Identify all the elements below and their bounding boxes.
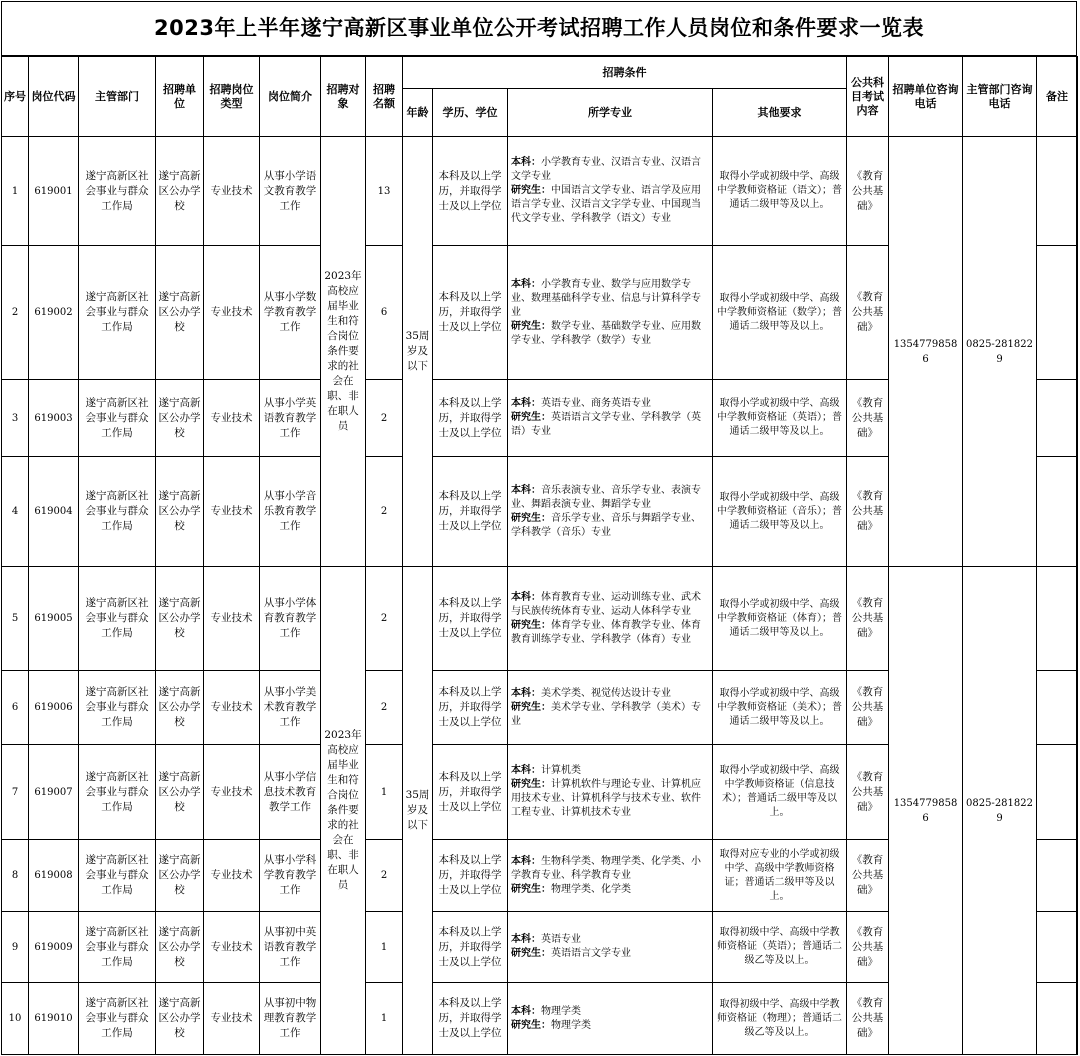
- cell-remark: [1037, 567, 1078, 671]
- cell-seq: 5: [2, 567, 29, 671]
- major-undergrad: 小学教育专业、汉语言专业、汉语言文学专业: [511, 157, 701, 182]
- cell-code: 619005: [29, 567, 79, 671]
- cell-unit: 遂宁高新区公办学校: [156, 457, 204, 567]
- header-dept-phone: 主管部门咨询电话: [963, 57, 1037, 137]
- cell-major: [508, 137, 713, 246]
- label-postgrad: 研究生：: [511, 185, 551, 196]
- cell-intro: 从事小学数学教育教学工作: [260, 246, 321, 380]
- label-undergrad: 本科：: [511, 855, 541, 867]
- label-undergrad: 本科：: [511, 398, 541, 409]
- cell-remark: [1037, 745, 1078, 840]
- cell-unit: 遂宁高新区公办学校: [156, 912, 204, 983]
- cell-code: 619009: [29, 912, 79, 983]
- label-undergrad: 本科：: [511, 591, 541, 603]
- cell-other: 取得小学或初级中学、高级中学教师资格证（英语）；普通话二级甲等及以上。: [713, 380, 847, 457]
- cell-intro: 从事小学音乐教育教学工作: [260, 457, 321, 567]
- cell-code: 619008: [29, 840, 79, 912]
- cell-intro: 从事小学美术教育教学工作: [260, 671, 321, 745]
- cell-target-group-1: 2023年高校应届毕业生和符合岗位条件要求的社会在职、非在职人员: [321, 137, 366, 567]
- cell-intro: 从事小学英语教育教学工作: [260, 380, 321, 457]
- cell-dept: 遂宁高新区社会事业与群众工作局: [79, 380, 156, 457]
- header-unit-phone: 招聘单位咨询电话: [889, 57, 963, 137]
- cell-seq: 10: [2, 983, 29, 1055]
- cell-exam: 《教育公共基础》: [847, 380, 889, 457]
- table-row: [2, 137, 1078, 246]
- label-postgrad: 研究生：: [511, 701, 551, 713]
- header-dept: 主管部门: [79, 57, 156, 137]
- header-seq: 序号: [2, 57, 29, 137]
- header-target: 招聘对象: [321, 57, 366, 137]
- major-postgrad: 中国语言文学专业、语言学及应用语言学专业、汉语言文字学专业、中国现当代文学专业、学科教学（语文）专业: [511, 185, 701, 224]
- label-undergrad: 本科：: [511, 765, 541, 776]
- label-postgrad: 研究生：: [511, 512, 551, 524]
- cell-edu: 本科及以上学历，并取得学士及以上学位: [433, 912, 508, 983]
- cell-type: 专业技术: [204, 567, 260, 671]
- cell-unit: 遂宁高新区公办学校: [156, 380, 204, 457]
- label-undergrad: 本科：: [511, 484, 541, 496]
- cell-quota: 2: [366, 567, 403, 671]
- cell-seq: 8: [2, 840, 29, 912]
- cell-code: 619006: [29, 671, 79, 745]
- major-undergrad: 美术学类、视觉传达设计专业: [541, 687, 671, 699]
- cell-seq: 6: [2, 671, 29, 745]
- cell-edu: 本科及以上学历，并取得学士及以上学位: [433, 246, 508, 380]
- cell-unit: 遂宁高新区公办学校: [156, 567, 204, 671]
- header-intro: 岗位简介: [260, 57, 321, 137]
- major-undergrad: 体育教育专业、运动训练专业、武术与民族传统体育专业、运动人体科学专业: [511, 591, 701, 617]
- cell-seq: 7: [2, 745, 29, 840]
- cell-unit-phone-group-2: 13547798586: [889, 567, 963, 1055]
- cell-quota: 1: [366, 745, 403, 840]
- cell-other: 取得小学或初级中学、高级中学教师资格证（信息技术）；普通话二级甲等及以上。: [713, 745, 847, 840]
- header-code: 岗位代码: [29, 57, 79, 137]
- cell-other: 取得初级中学、高级中学教师资格证（物理）；普通话二级乙等及以上。: [713, 983, 847, 1055]
- cell-type: 专业技术: [204, 840, 260, 912]
- cell-quota: 2: [366, 457, 403, 567]
- header-quota: 招聘名额: [366, 57, 403, 137]
- cell-intro: 从事小学语文教育教学工作: [260, 137, 321, 246]
- cell-unit: 遂宁高新区公办学校: [156, 983, 204, 1055]
- major-undergrad: 英语专业、商务英语专业: [541, 398, 651, 409]
- cell-remark: [1037, 671, 1078, 745]
- label-postgrad: 研究生：: [511, 320, 551, 332]
- cell-seq: 2: [2, 246, 29, 380]
- cell-seq: 9: [2, 912, 29, 983]
- cell-age-group-1: 35周岁及以下: [403, 137, 433, 567]
- label-postgrad: 研究生：: [511, 779, 551, 790]
- cell-exam: 《教育公共基础》: [847, 567, 889, 671]
- cell-other: 取得小学或初级中学、高级中学教师资格证（语文）；普通话二级甲等及以上。: [713, 137, 847, 246]
- header-other: 其他要求: [713, 89, 847, 137]
- major-postgrad: 计算机软件与理论专业、计算机应用技术专业、计算机科学与技术专业、软件工程专业、计算机技术专业: [511, 779, 701, 818]
- page-title: 2023年上半年遂宁高新区事业单位公开考试招聘工作人员岗位和条件要求一览表: [1, 1, 1077, 56]
- major-undergrad: 生物科学类、物理学类、化学类、小学教育专业、科学教育专业: [511, 855, 701, 881]
- major-postgrad: 体育学专业、体育教学专业、体育教育训练学专业、学科教学（体育）专业: [511, 619, 701, 645]
- cell-edu: 本科及以上学历，并取得学士及以上学位: [433, 671, 508, 745]
- cell-quota: 2: [366, 380, 403, 457]
- cell-unit: 遂宁高新区公办学校: [156, 840, 204, 912]
- table-row: [2, 567, 1078, 671]
- header-major: 所学专业: [508, 89, 713, 137]
- header-edu: 学历、学位: [433, 89, 508, 137]
- major-undergrad: 物理学类: [541, 1005, 581, 1017]
- cell-dept: 遂宁高新区社会事业与群众工作局: [79, 137, 156, 246]
- header-remark: 备注: [1037, 57, 1078, 137]
- cell-exam: 《教育公共基础》: [847, 246, 889, 380]
- cell-type: 专业技术: [204, 457, 260, 567]
- cell-major: [508, 840, 713, 912]
- recruitment-table: [1, 56, 1078, 1055]
- cell-dept: 遂宁高新区社会事业与群众工作局: [79, 246, 156, 380]
- cell-target-group-2: 2023年高校应届毕业生和符合岗位条件要求的社会在职、非在职人员: [321, 567, 366, 1055]
- cell-code: 619004: [29, 457, 79, 567]
- label-postgrad: 研究生：: [511, 412, 551, 423]
- cell-remark: [1037, 380, 1078, 457]
- major-undergrad: 英语专业: [541, 934, 581, 945]
- cell-type: 专业技术: [204, 137, 260, 246]
- cell-seq: 1: [2, 137, 29, 246]
- cell-type: 专业技术: [204, 983, 260, 1055]
- cell-other: 取得小学或初级中学、高级中学教师资格证（音乐）；普通话二级甲等及以上。: [713, 457, 847, 567]
- label-postgrad: 研究生：: [511, 883, 551, 895]
- cell-exam: 《教育公共基础》: [847, 983, 889, 1055]
- cell-quota: 1: [366, 912, 403, 983]
- cell-other: 取得对应专业的小学或初级中学、高级中学教师资格证；普通话二级甲等及以上。: [713, 840, 847, 912]
- cell-major: [508, 671, 713, 745]
- cell-major: [508, 912, 713, 983]
- cell-dept: 遂宁高新区社会事业与群众工作局: [79, 567, 156, 671]
- cell-other: 取得小学或初级中学、高级中学教师资格证（美术）；普通话二级甲等及以上。: [713, 671, 847, 745]
- cell-type: 专业技术: [204, 246, 260, 380]
- cell-exam: 《教育公共基础》: [847, 840, 889, 912]
- cell-major: [508, 567, 713, 671]
- cell-exam: 《教育公共基础》: [847, 671, 889, 745]
- cell-seq: 3: [2, 380, 29, 457]
- cell-remark: [1037, 137, 1078, 246]
- major-postgrad: 音乐学专业、音乐与舞蹈学专业、学科教学（音乐）专业: [511, 512, 701, 538]
- cell-quota: 13: [366, 137, 403, 246]
- cell-intro: 从事初中物理教育教学工作: [260, 983, 321, 1055]
- cell-unit: 遂宁高新区公办学校: [156, 246, 204, 380]
- cell-dept: 遂宁高新区社会事业与群众工作局: [79, 912, 156, 983]
- cell-quota: 2: [366, 671, 403, 745]
- major-undergrad: 音乐表演专业、音乐学专业、表演专业、舞蹈表演专业、舞蹈学专业: [511, 484, 701, 510]
- cell-code: 619001: [29, 137, 79, 246]
- cell-unit: 遂宁高新区公办学校: [156, 671, 204, 745]
- major-undergrad: 小学教育专业、数学与应用数学专业、数理基础科学专业、信息与计算科学专业: [511, 278, 701, 318]
- cell-edu: 本科及以上学历，并取得学士及以上学位: [433, 380, 508, 457]
- label-postgrad: 研究生：: [511, 619, 551, 631]
- major-postgrad: 数学专业、基础数学专业、应用数学专业、学科教学（数学）专业: [511, 320, 701, 346]
- cell-edu: 本科及以上学历，并取得学士及以上学位: [433, 137, 508, 246]
- cell-dept-phone-group-1: 0825-2818229: [963, 137, 1037, 567]
- cell-major: [508, 246, 713, 380]
- label-postgrad: 研究生：: [511, 1019, 551, 1031]
- cell-exam: 《教育公共基础》: [847, 912, 889, 983]
- cell-code: 619010: [29, 983, 79, 1055]
- cell-edu: 本科及以上学历，并取得学士及以上学位: [433, 745, 508, 840]
- cell-other: 取得初级中学、高级中学教师资格证（英语）；普通话二级乙等及以上。: [713, 912, 847, 983]
- cell-code: 619007: [29, 745, 79, 840]
- label-undergrad: 本科：: [511, 157, 541, 168]
- cell-quota: 2: [366, 840, 403, 912]
- cell-remark: [1037, 912, 1078, 983]
- cell-unit: 遂宁高新区公办学校: [156, 137, 204, 246]
- cell-seq: 4: [2, 457, 29, 567]
- cell-quota: 1: [366, 983, 403, 1055]
- cell-age-group-2: 35周岁及以下: [403, 567, 433, 1055]
- cell-unit-phone-group-1: 13547798586: [889, 137, 963, 567]
- cell-edu: 本科及以上学历，并取得学士及以上学位: [433, 983, 508, 1055]
- cell-major: [508, 983, 713, 1055]
- cell-intro: 从事初中英语教育教学工作: [260, 912, 321, 983]
- cell-type: 专业技术: [204, 380, 260, 457]
- cell-dept: 遂宁高新区社会事业与群众工作局: [79, 983, 156, 1055]
- cell-remark: [1037, 983, 1078, 1055]
- cell-exam: 《教育公共基础》: [847, 745, 889, 840]
- cell-edu: 本科及以上学历，并取得学士及以上学位: [433, 567, 508, 671]
- cell-major: [508, 745, 713, 840]
- major-postgrad: 美术学专业、学科教学（美术）专业: [511, 701, 701, 727]
- major-postgrad: 英语语言文学专业: [551, 948, 631, 959]
- major-postgrad: 物理学类、化学类: [551, 883, 631, 895]
- cell-dept: 遂宁高新区社会事业与群众工作局: [79, 745, 156, 840]
- cell-quota: 6: [366, 246, 403, 380]
- cell-dept: 遂宁高新区社会事业与群众工作局: [79, 671, 156, 745]
- cell-intro: 从事小学信息技术教育教学工作: [260, 745, 321, 840]
- label-undergrad: 本科：: [511, 934, 541, 945]
- major-postgrad: 英语语言文学专业、学科教学（英语）专业: [511, 412, 701, 437]
- cell-remark: [1037, 840, 1078, 912]
- cell-edu: 本科及以上学历，并取得学士及以上学位: [433, 840, 508, 912]
- cell-type: 专业技术: [204, 745, 260, 840]
- cell-edu: 本科及以上学历，并取得学士及以上学位: [433, 457, 508, 567]
- cell-dept: 遂宁高新区社会事业与群众工作局: [79, 457, 156, 567]
- cell-other: 取得小学或初级中学、高级中学教师资格证（体育）；普通话二级甲等及以上。: [713, 567, 847, 671]
- cell-major: [508, 380, 713, 457]
- cell-code: 619003: [29, 380, 79, 457]
- cell-type: 专业技术: [204, 912, 260, 983]
- cell-intro: 从事小学科学教育教学工作: [260, 840, 321, 912]
- label-undergrad: 本科：: [511, 687, 541, 699]
- cell-intro: 从事小学体育教育教学工作: [260, 567, 321, 671]
- cell-major: [508, 457, 713, 567]
- header-conditions: 招聘条件: [403, 57, 847, 89]
- header-type: 招聘岗位类型: [204, 57, 260, 137]
- cell-dept-phone-group-2: 0825-2818229: [963, 567, 1037, 1055]
- cell-exam: 《教育公共基础》: [847, 457, 889, 567]
- header-unit: 招聘单位: [156, 57, 204, 137]
- header-exam: 公共科目考试内容: [847, 57, 889, 137]
- cell-dept: 遂宁高新区社会事业与群众工作局: [79, 840, 156, 912]
- cell-unit: 遂宁高新区公办学校: [156, 745, 204, 840]
- cell-other: 取得小学或初级中学、高级中学教师资格证（数学）；普通话二级甲等及以上。: [713, 246, 847, 380]
- header-age: 年龄: [403, 89, 433, 137]
- label-undergrad: 本科：: [511, 1005, 541, 1017]
- major-undergrad: 计算机类: [541, 765, 581, 776]
- cell-remark: [1037, 457, 1078, 567]
- cell-type: 专业技术: [204, 671, 260, 745]
- label-undergrad: 本科：: [511, 278, 541, 290]
- major-postgrad: 物理学类: [551, 1019, 591, 1031]
- cell-code: 619002: [29, 246, 79, 380]
- cell-exam: 《教育公共基础》: [847, 137, 889, 246]
- cell-remark: [1037, 246, 1078, 380]
- label-postgrad: 研究生：: [511, 948, 551, 959]
